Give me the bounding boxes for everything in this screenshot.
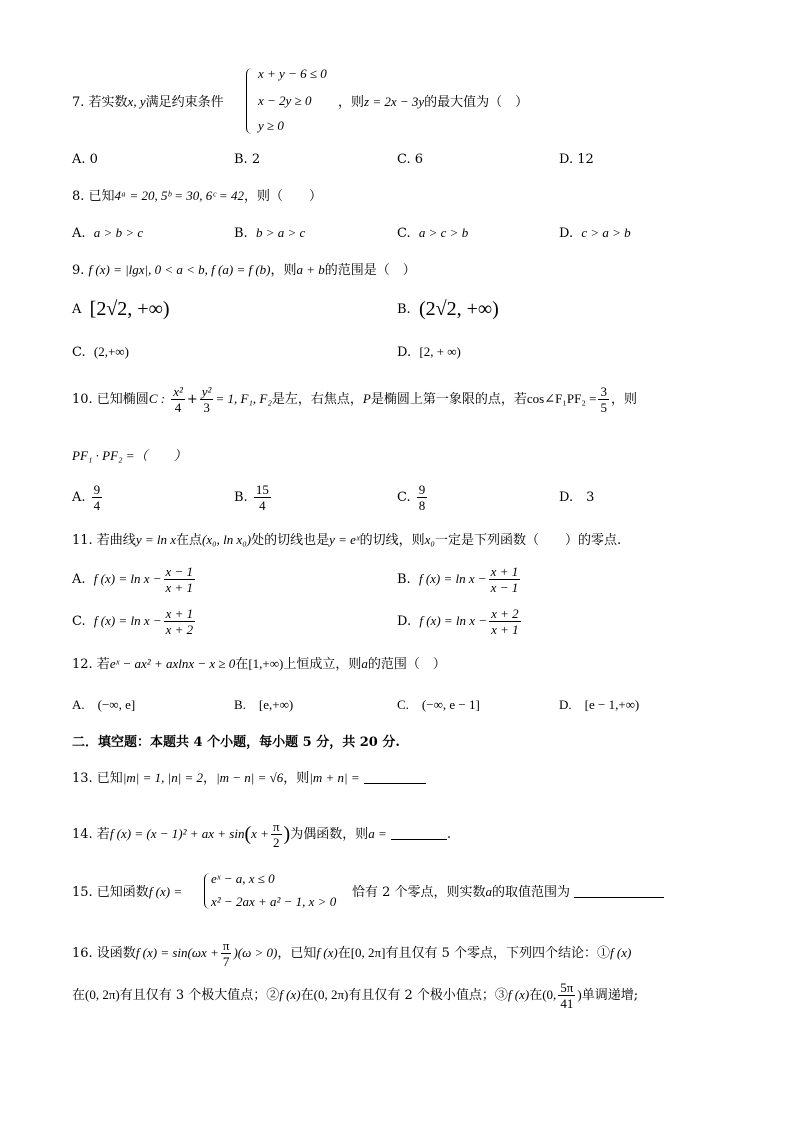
q9-suffix-a: ，则 (270, 263, 297, 278)
q12-option-c: C. (−∞, e − 1] (397, 697, 480, 712)
q16-line-2 (72, 980, 638, 1011)
q10-option-c-num: 9 (418, 482, 426, 497)
q8-option-c-label: C. (397, 226, 411, 241)
q8-option-a (72, 224, 143, 243)
q14-frac (271, 819, 282, 850)
q10-text-b: 是椭圆上第一象限的点，若 (370, 392, 527, 407)
q15-function: f (x) = (148, 884, 183, 899)
q10-text-c: ，则 (610, 392, 637, 407)
q12-text-c: 的范围（ ） (367, 657, 446, 672)
q16-interval-4-frac (558, 980, 575, 1011)
q9-option-b-label: B. (397, 302, 411, 317)
q14-frac-den: 2 (272, 835, 280, 850)
q14-a: a = (368, 826, 387, 841)
q7-option-d: D. 12 (559, 152, 594, 167)
q13-expr-2: |m − n| = √6 (216, 770, 284, 785)
q10-point-p: P (362, 391, 371, 406)
q14-prefix: 14. 若 (72, 827, 110, 842)
q10-option-b-den: 4 (259, 498, 266, 513)
q14-function: f (x) = (x − 1)² + ax + sin (109, 826, 245, 841)
q15-prefix-line (72, 883, 182, 902)
q11-option-d-label: D. (397, 614, 412, 629)
q10-stem: 10. 已知椭圆C : $\frac{\text{x²}}{4}$ + $\frac{\text{y²}}{3}$ = 1, F₁, F₂是左，右焦点，P是椭圆上第一象限的点，若cos∠F₁PF₂ = $\frac{3}{5}$ ，则 (72, 384, 637, 415)
q15-prefix: 15. 已知函数 (72, 885, 149, 900)
q10-frac-x (171, 384, 185, 415)
q14-answer-blank[interactable] (391, 839, 447, 840)
q11-option-b-func: f (x) = ln x − (418, 571, 487, 586)
q16-line2-f: 单调递增; (581, 988, 639, 1003)
q9-option-c-label: C. (72, 345, 86, 360)
q16-line2-a: 在 (72, 988, 86, 1003)
q11-option-a (72, 564, 197, 595)
q9-option-b (397, 300, 499, 319)
q15-a: a (485, 884, 493, 899)
q13-expr-3: |m + n| = (309, 770, 360, 785)
q15-tail (352, 883, 664, 902)
q11-option-b-den: x − 1 (490, 580, 519, 595)
q8-prefix: 8. 已知 (72, 189, 115, 204)
q11-option-c-den: x + 2 (165, 622, 194, 637)
q16-line2-e: 在 (529, 988, 543, 1003)
q11-text-d: 一定是下列函数（ ）的零点. (434, 533, 622, 548)
q14-text-a: 为偶函数，则 (290, 827, 369, 842)
q16-frac-den: 7 (222, 954, 230, 969)
q10-option-b-num: 15 (255, 482, 269, 497)
q9-option-a-text: [2√2, +∞) (89, 298, 170, 320)
q13-answer-blank[interactable] (364, 783, 426, 784)
q10-eq-tail: = 1, F₁, F₂ (215, 391, 272, 406)
q10-option-c-label: C. (397, 490, 411, 505)
q8-stem (72, 187, 322, 206)
q13-prefix: 13. 已知 (72, 771, 123, 786)
q14-frac-num: π (272, 819, 280, 834)
q13-sep: ， (203, 771, 217, 786)
q9-option-c (72, 343, 129, 362)
q11-option-d-frac (489, 606, 521, 637)
q7-mid: 满足约束条件 (145, 95, 224, 110)
q14-paren-close: ) (283, 823, 291, 845)
q15-text-b: 的取值范围为 (492, 885, 571, 900)
q16-fx4: f (x) (507, 987, 530, 1002)
q8-option-b-text: b > a > c (255, 225, 306, 240)
q10-option-d: D. 3 (559, 490, 595, 505)
q9-stem (72, 261, 416, 280)
q12-text-a: 在 (235, 657, 249, 672)
q7-option-b: B. 2 (234, 152, 261, 167)
q10-frac-y-den: 3 (203, 400, 210, 415)
q7-suffix-b: 的最大值为（ ） (424, 95, 529, 110)
q16-fx2: f (x) (610, 945, 632, 960)
q10-option-b (234, 482, 273, 513)
q11-option-c-frac (164, 606, 196, 637)
q12-option-a: A. (−∞, e] (72, 697, 136, 712)
q7-constraint-2: x − 2y ≥ 0 (258, 93, 312, 108)
q14-paren-open: ( (244, 823, 252, 845)
q15-answer-blank[interactable] (574, 897, 664, 898)
q11-option-c-label: C. (72, 614, 86, 629)
q11-option-a-den: x + 1 (165, 580, 194, 595)
q10-frac-cos (598, 384, 609, 415)
q10-dot-product: PF₁ · PF₂ =（ ） (72, 448, 187, 463)
q11-stem (72, 531, 621, 550)
q12-prefix: 12. 若 (72, 657, 110, 672)
q7-stem (72, 93, 224, 112)
q11-option-d (397, 606, 523, 637)
q16-text-c: 有且仅有 5 个零点，下列四个结论：① (385, 946, 610, 961)
q16-line-1 (72, 938, 631, 969)
q8-option-d-label: D. (559, 226, 574, 241)
q13-stem (72, 769, 426, 788)
q11-text-a: 在点 (176, 533, 203, 548)
q16-prefix: 16. 设函数 (72, 946, 136, 961)
q12-a: a (361, 656, 368, 671)
q10-option-a (72, 482, 104, 513)
q10-option-a-label: A. (72, 490, 86, 505)
q16-frac-num: π (222, 938, 230, 953)
q10-option-a-den: 4 (93, 498, 101, 513)
q14-stem (72, 819, 451, 850)
q7-prefix: 7. 若实数 (72, 95, 128, 110)
q16-interval-2: (0, 2π) (85, 987, 120, 1002)
q13-text-a: ，则 (283, 771, 310, 786)
q11-option-c-num: x + 1 (165, 606, 194, 621)
q16-frac (221, 938, 232, 969)
q14-inner: x + (251, 826, 269, 841)
q7-constraint-1: x + y − 6 ≤ 0 (258, 66, 327, 81)
q10-ellipse-name: C : (148, 391, 166, 406)
q9-ab: a + b (296, 262, 325, 277)
q10-option-b-label: B. (234, 490, 248, 505)
q11-option-b-num: x + 1 (490, 564, 519, 579)
q8-option-c (397, 224, 468, 243)
q16-function: f (x) = sin(ωx + (135, 945, 219, 960)
q9-option-d-text: [2, + ∞) (419, 344, 461, 359)
q7-objective: z = 2x − 3y (364, 94, 425, 109)
section-2-heading: 二．填空题：本题共 4 个小题，每小题 5 分，共 20 分. (72, 735, 400, 750)
q7-brace (246, 68, 255, 134)
q7-constraint-3: y ≥ 0 (258, 118, 284, 133)
q11-option-c (72, 606, 197, 637)
q8-option-b-label: B. (234, 226, 248, 241)
q10-frac-cos-num: 3 (600, 384, 607, 399)
q11-text-b: 处的切线也是 (251, 533, 330, 548)
q16-fx3: f (x) (279, 987, 301, 1002)
q11-prefix: 11. 若曲线 (72, 533, 136, 548)
q7-tail (338, 93, 528, 112)
q11-option-c-func: f (x) = ln x − (93, 613, 162, 628)
q11-x0: x₀ (424, 532, 435, 547)
q9-prefix: 9. (72, 263, 85, 278)
q11-option-d-num: x + 2 (491, 606, 519, 621)
q9-option-b-text: (2√2, +∞) (418, 298, 499, 320)
q16-frac2-den: 41 (560, 996, 574, 1011)
q10-frac-cos-den: 5 (600, 400, 607, 415)
q11-option-a-num: x − 1 (165, 564, 194, 579)
q9-option-a (72, 300, 170, 319)
q12-text-b: 上恒成立，则 (283, 657, 362, 672)
q10-cos-expr: cos∠F₁PF₂ = (526, 391, 597, 406)
q16-line2-b: 有且仅有 3 个极大值点；② (119, 988, 280, 1003)
q12-stem (72, 655, 446, 674)
q10-frac-y (200, 384, 214, 415)
q12-expr: eˣ − ax² + axlnx − x ≥ 0 (109, 656, 236, 671)
q8-option-d (559, 224, 631, 243)
q9-expr: f (x) = |lgx|, 0 < a < b, f (a) = f (b) (88, 262, 271, 277)
q10-prefix: 10. 已知椭圆 (72, 392, 149, 407)
q11-curve2: y = eˣ (329, 532, 360, 547)
q16-line2-d: 有且仅有 2 个极小值点；③ (348, 988, 508, 1003)
q16-text-a: ，已知 (277, 946, 317, 961)
q16-text-b: 在 (337, 946, 351, 961)
q10-frac-x-num: x² (173, 384, 183, 399)
q15-case-1: eˣ − a, x ≤ 0 (211, 871, 275, 886)
q9-option-d (397, 343, 461, 362)
q16-interval-1: [0, 2π] (350, 945, 386, 960)
q8-expr: 4ᵃ = 20, 5ᵇ = 30, 6ᶜ = 42 (114, 188, 244, 203)
q11-option-b-frac (489, 564, 521, 595)
q15-text-a: 恰有 2 个零点，则实数 (352, 885, 486, 900)
q11-option-d-den: x + 1 (491, 622, 519, 637)
q10-option-c (397, 482, 429, 513)
q11-option-a-frac (164, 564, 196, 595)
q12-interval: [1,+∞) (248, 656, 284, 671)
q11-option-b (397, 564, 522, 595)
q11-curve: y = ln x (135, 532, 176, 547)
q8-suffix: ，则（ ） (243, 189, 322, 204)
q10-frac-y-num: y² (201, 384, 212, 399)
q10-option-c-den: 8 (418, 498, 426, 513)
q10-option-a-frac (92, 482, 103, 513)
q11-text-c: 的切线，则 (359, 533, 425, 548)
q9-option-d-label: D. (397, 345, 412, 360)
q16-interval-4-open: (0, (542, 987, 557, 1002)
q7-vars: x, y (127, 94, 146, 109)
q7-option-a: A. 0 (72, 152, 98, 167)
q11-option-a-func: f (x) = ln x − (93, 571, 162, 586)
q12-option-b: B. [e,+∞) (234, 697, 294, 712)
q8-option-c-text: a > c > b (418, 225, 469, 240)
q16-frac2-num: 5π (560, 980, 574, 995)
q9-suffix-b: 的范围是（ ） (324, 263, 416, 278)
q8-option-a-label: A. (72, 226, 86, 241)
q7-option-c: C. 6 (397, 152, 424, 167)
q10-frac-x-den: 4 (174, 400, 182, 415)
q10-option-c-frac (417, 482, 428, 513)
q9-option-a-label: A (72, 302, 82, 317)
q12-option-d: D. [e − 1,+∞) (559, 697, 640, 712)
q10-option-b-frac (254, 482, 271, 513)
q16-interval-4-close: ) (577, 987, 582, 1002)
q8-option-b (234, 224, 305, 243)
q11-option-a-label: A. (72, 572, 86, 587)
q16-line2-c: 在 (300, 988, 314, 1003)
q10-text-a: 是左，右焦点， (271, 392, 363, 407)
q8-option-a-text: a > b > c (93, 225, 144, 240)
q11-option-d-func: f (x) = ln x − (419, 613, 488, 628)
q11-point: (x₀, ln x₀) (202, 532, 252, 547)
q8-option-d-text: c > a > b (581, 225, 631, 240)
q7-suffix-a: ，则 (338, 95, 365, 110)
q10-option-a-num: 9 (93, 482, 101, 497)
q16-fx: f (x) (316, 945, 338, 960)
q14-end: . (446, 827, 452, 842)
q11-option-b-label: B. (397, 572, 411, 587)
q13-expr-1: |m| = 1, |n| = 2 (122, 770, 204, 785)
q16-condition: )(ω > 0) (233, 945, 278, 960)
q16-interval-3: (0, 2π) (313, 987, 349, 1002)
q15-case-2: x² − 2ax + a² − 1, x > 0 (211, 894, 337, 909)
q9-option-c-text: (2,+∞) (93, 344, 129, 359)
